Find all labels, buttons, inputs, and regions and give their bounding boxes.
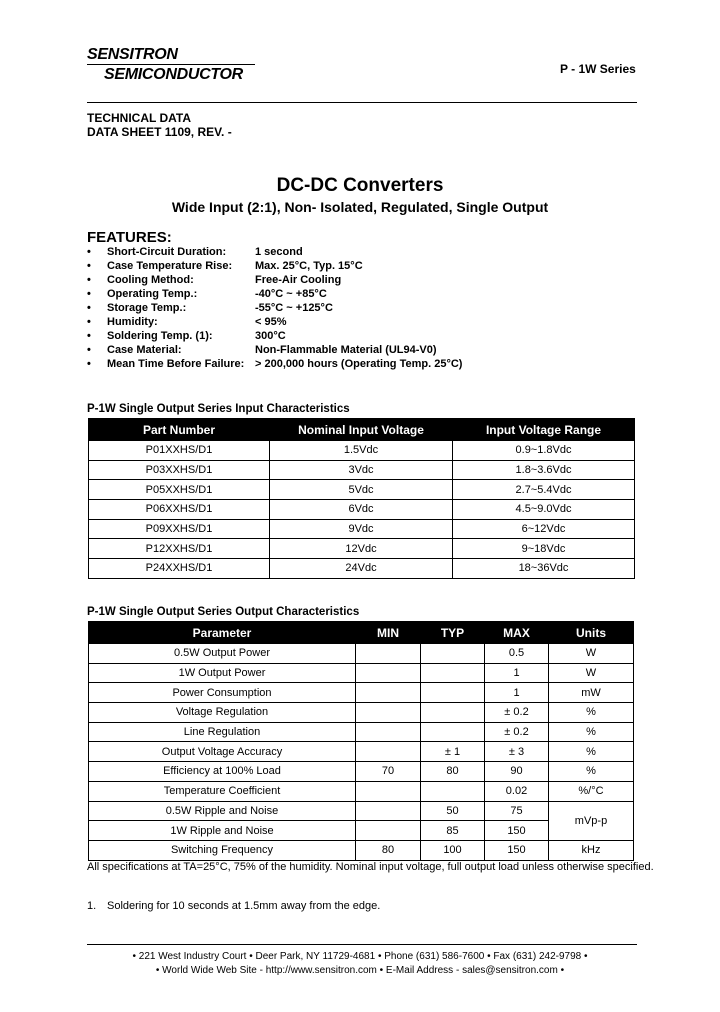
table-cell: 90 <box>485 762 549 782</box>
table-cell: P01XXHS/D1 <box>89 441 270 461</box>
table-cell <box>356 703 421 723</box>
table-cell: 18~36Vdc <box>453 559 635 579</box>
table-cell <box>356 781 421 801</box>
table-row <box>89 703 634 723</box>
table-row <box>89 441 635 461</box>
table-cell: ± 1 <box>421 742 485 762</box>
feature-label: Storage Temp.: <box>107 302 187 314</box>
table-cell <box>356 663 421 683</box>
column-header: MIN <box>356 622 421 644</box>
table-cell: 9Vdc <box>270 519 453 539</box>
table-cell: 0.5W Output Power <box>89 644 356 664</box>
table-cell: 5Vdc <box>270 480 453 500</box>
feature-value: 1 second <box>255 246 303 258</box>
table-cell <box>421 703 485 723</box>
table-cell <box>421 722 485 742</box>
table-row <box>89 722 634 742</box>
table-cell: P05XXHS/D1 <box>89 480 270 500</box>
table-row <box>89 460 635 480</box>
feature-label: Mean Time Before Failure: <box>107 358 245 370</box>
table-row <box>89 683 634 703</box>
datasheet-label: DATA SHEET 1109, REV. - <box>87 125 232 139</box>
table-cell: % <box>549 742 634 762</box>
bullet: • <box>87 358 91 370</box>
feature-label: Case Temperature Rise: <box>107 260 233 272</box>
table-cell <box>356 683 421 703</box>
bullet: • <box>87 344 91 356</box>
table-cell: Switching Frequency <box>89 840 356 860</box>
table-cell: 1.5Vdc <box>270 441 453 461</box>
table-cell: W <box>549 663 634 683</box>
table-cell: Temperature Coefficient <box>89 781 356 801</box>
features-heading: FEATURES: <box>87 229 172 246</box>
feature-label: Soldering Temp. (1): <box>107 330 213 342</box>
bullet: • <box>87 246 91 258</box>
table-cell: mW <box>549 683 634 703</box>
bullet: • <box>87 274 91 286</box>
table-cell: 0.5W Ripple and Noise <box>89 801 356 821</box>
table-cell: 9~18Vdc <box>453 539 635 559</box>
feature-value: 300°C <box>255 330 286 342</box>
footer-address: • 221 West Industry Court • Deer Park, NY 11729-4681 • Phone (631) 586-7600 • Fax (631) 242-9798 • <box>132 951 588 962</box>
table-cell: P12XXHS/D1 <box>89 539 270 559</box>
table-cell: 0.9~1.8Vdc <box>453 441 635 461</box>
table-cell: ± 0.2 <box>485 722 549 742</box>
feature-value: > 200,000 hours (Operating Temp. 25°C) <box>255 358 463 370</box>
table-cell: % <box>549 703 634 723</box>
feature-row <box>87 358 637 372</box>
table-cell: Line Regulation <box>89 722 356 742</box>
input-table-title: P-1W Single Output Series Input Characteristics <box>87 403 350 415</box>
table-header-row <box>89 622 634 644</box>
table-cell: kHz <box>549 840 634 860</box>
feature-label: Operating Temp.: <box>107 288 198 300</box>
table-cell: Efficiency at 100% Load <box>89 762 356 782</box>
feature-label: Case Material: <box>107 344 182 356</box>
table-cell: 75 <box>485 801 549 821</box>
feature-row <box>87 302 637 316</box>
table-row <box>89 781 634 801</box>
table-cell: 24Vdc <box>270 559 453 579</box>
footnote <box>87 900 380 912</box>
table-cell: 80 <box>421 762 485 782</box>
table-cell: 4.5~9.0Vdc <box>453 500 635 520</box>
table-cell: ± 3 <box>485 742 549 762</box>
table-cell: 100 <box>421 840 485 860</box>
table-row <box>89 559 635 579</box>
table-row <box>89 644 634 664</box>
table-row <box>89 742 634 762</box>
input-characteristics-table <box>88 418 635 579</box>
table-cell: 0.02 <box>485 781 549 801</box>
feature-row <box>87 260 637 274</box>
logo-sensitron: SENSITRON <box>87 46 178 63</box>
table-cell: 80 <box>356 840 421 860</box>
bullet: • <box>87 316 91 328</box>
table-cell: 150 <box>485 840 549 860</box>
feature-value: -40°C ~ +85°C <box>255 288 327 300</box>
table-cell <box>421 781 485 801</box>
feature-value: Free-Air Cooling <box>255 274 342 286</box>
table-row <box>89 519 635 539</box>
output-characteristics-table <box>88 621 634 861</box>
table-cell <box>356 644 421 664</box>
feature-value: Max. 25°C, Typ. 15°C <box>255 260 363 272</box>
table-cell: 1W Ripple and Noise <box>89 821 356 841</box>
feature-row <box>87 274 637 288</box>
feature-row <box>87 344 637 358</box>
column-header: Part Number <box>89 419 270 441</box>
table-cell: % <box>549 762 634 782</box>
page-title: DC-DC Converters <box>276 175 444 196</box>
table-row <box>89 480 635 500</box>
table-cell: % <box>549 722 634 742</box>
table-cell: 3Vdc <box>270 460 453 480</box>
table-cell: 50 <box>421 801 485 821</box>
logo-divider <box>87 64 255 65</box>
table-row <box>89 663 634 683</box>
table-row <box>89 762 634 782</box>
footnote-number: 1. <box>87 900 97 912</box>
footer-divider <box>87 944 637 945</box>
bullet: • <box>87 302 91 314</box>
specifications-note: All specifications at TA=25°C, 75% of the humidity. Nominal input voltage, full output load unless otherwise specified. <box>87 861 654 873</box>
table-cell: 12Vdc <box>270 539 453 559</box>
table-row <box>89 500 635 520</box>
feature-row <box>87 316 637 330</box>
feature-label: Humidity: <box>107 316 158 328</box>
feature-value: -55°C ~ +125°C <box>255 302 333 314</box>
bullet: • <box>87 260 91 272</box>
column-header: MAX <box>485 622 549 644</box>
table-cell: P24XXHS/D1 <box>89 559 270 579</box>
features-list <box>87 246 637 372</box>
table-cell: P03XXHS/D1 <box>89 460 270 480</box>
table-cell: 0.5 <box>485 644 549 664</box>
table-cell: ± 0.2 <box>485 703 549 723</box>
table-cell <box>356 742 421 762</box>
feature-value: < 95% <box>255 316 287 328</box>
table-cell: 1 <box>485 683 549 703</box>
bullet: • <box>87 288 91 300</box>
bullet: • <box>87 330 91 342</box>
footnote-text: Soldering for 10 seconds at 1.5mm away from the edge. <box>107 900 381 912</box>
table-cell <box>356 821 421 841</box>
feature-row <box>87 330 637 344</box>
column-header: Parameter <box>89 622 356 644</box>
feature-row <box>87 246 637 260</box>
output-table-title: P-1W Single Output Series Output Characteristics <box>87 606 360 618</box>
table-cell: %/°C <box>549 781 634 801</box>
table-cell: Power Consumption <box>89 683 356 703</box>
logo-semiconductor: SEMICONDUCTOR <box>104 66 243 83</box>
feature-row <box>87 288 637 302</box>
table-cell: 1 <box>485 663 549 683</box>
column-header: Nominal Input Voltage <box>270 419 453 441</box>
column-header: Units <box>549 622 634 644</box>
column-header: TYP <box>421 622 485 644</box>
table-cell <box>421 663 485 683</box>
table-cell: mVp-p <box>549 801 634 840</box>
table-cell <box>356 722 421 742</box>
table-cell <box>421 683 485 703</box>
feature-value: Non-Flammable Material (UL94-V0) <box>255 344 437 356</box>
table-cell: 150 <box>485 821 549 841</box>
series-label: P - 1W Series <box>560 62 636 76</box>
table-cell: P06XXHS/D1 <box>89 500 270 520</box>
table-row <box>89 840 634 860</box>
table-cell: 1W Output Power <box>89 663 356 683</box>
table-cell: 1.8~3.6Vdc <box>453 460 635 480</box>
table-cell: 70 <box>356 762 421 782</box>
feature-label: Cooling Method: <box>107 274 194 286</box>
footer-web-email: • World Wide Web Site - http://www.sensitron.com • E-Mail Address - sales@sensitron.com • <box>155 965 565 976</box>
table-cell: 85 <box>421 821 485 841</box>
table-cell: P09XXHS/D1 <box>89 519 270 539</box>
table-cell <box>356 801 421 821</box>
table-cell: Output Voltage Accuracy <box>89 742 356 762</box>
page-subtitle: Wide Input (2:1), Non- Isolated, Regulated, Single Output <box>171 199 549 215</box>
table-row <box>89 801 634 821</box>
feature-label: Short-Circuit Duration: <box>107 246 227 258</box>
table-cell: 2.7~5.4Vdc <box>453 480 635 500</box>
table-cell: 6Vdc <box>270 500 453 520</box>
technical-data-label: TECHNICAL DATA <box>87 111 191 125</box>
table-header-row <box>89 419 635 441</box>
table-cell: Voltage Regulation <box>89 703 356 723</box>
column-header: Input Voltage Range <box>453 419 635 441</box>
table-cell: 6~12Vdc <box>453 519 635 539</box>
header-divider <box>87 102 637 103</box>
table-row <box>89 539 635 559</box>
table-cell <box>421 644 485 664</box>
table-cell: W <box>549 644 634 664</box>
